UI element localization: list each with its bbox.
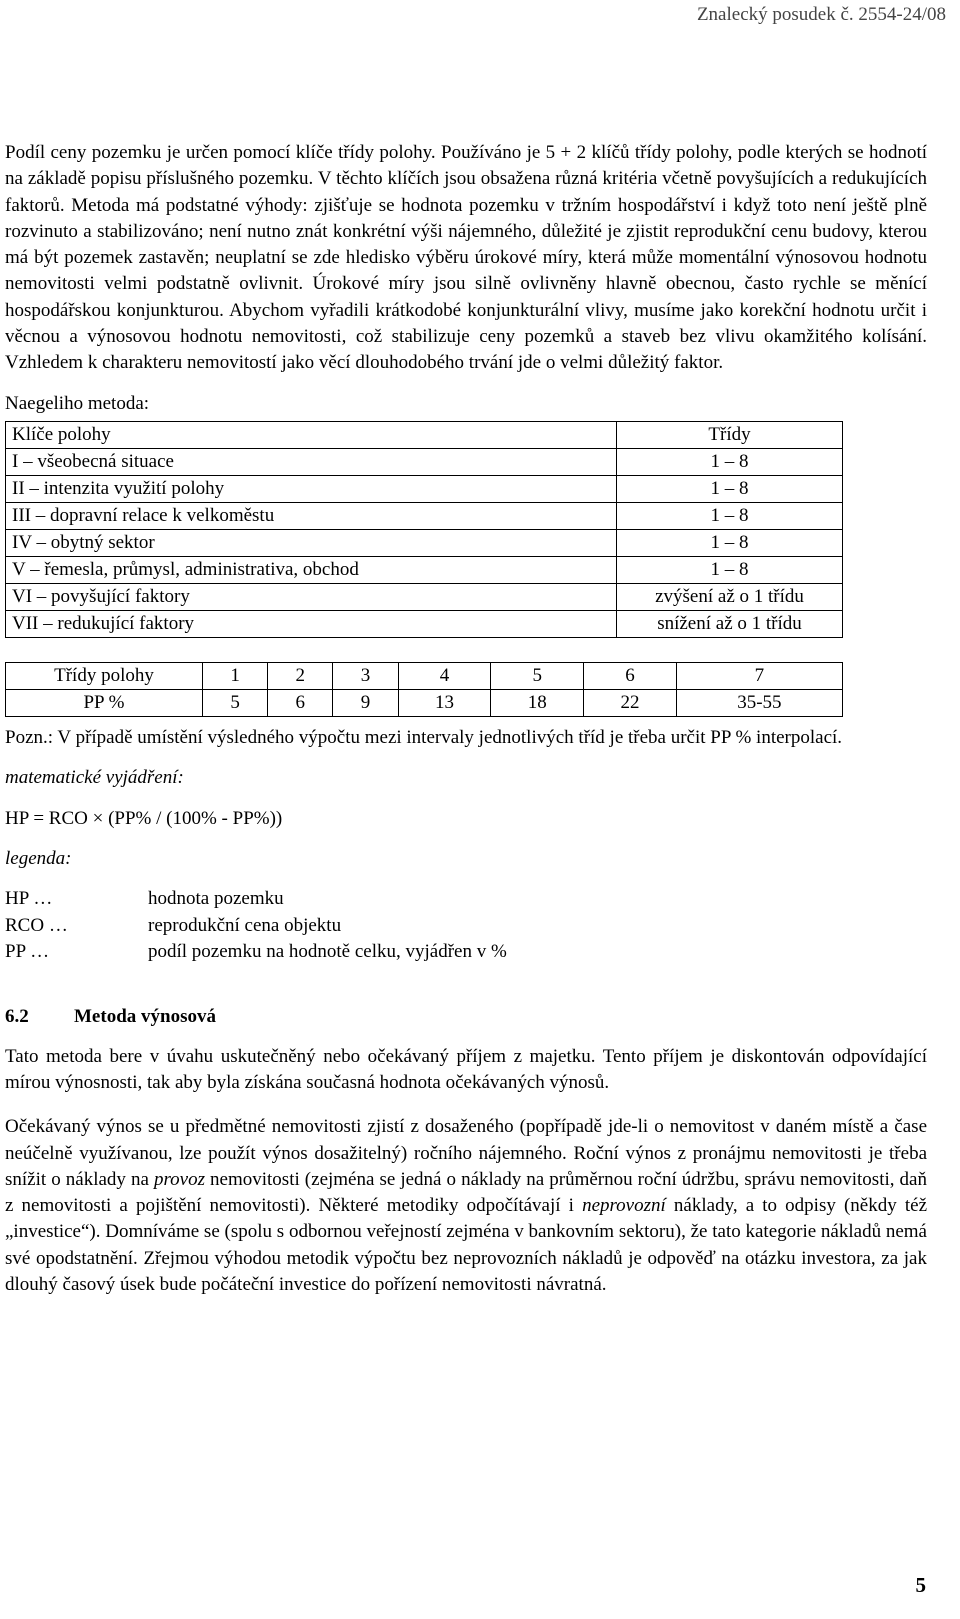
table-cell: 1 – 8 (617, 529, 843, 556)
table-cell: 5 (491, 662, 584, 689)
paragraph-expected-income: Očekávaný výnos se u předmětné nemovitosti zjistí z dosaženého (popřípadě jde-li o nemovitost v daném místě a čase neúčelně využívanou, lze použít výnos dosažitelný) ročního nájemného. Roční výnos z pronájmu nemovitosti je třeba snížit o náklady na provoz nemovitosti (zejména se jedná o náklady na průměrnou roční údržbu, správu nemovitosti, daň z nemovitosti a pojištění nemovitosti). Některé metodiky odpočítávají i neprovozní náklady, a to odpisy (někdy též „investice“). Domníváme se (spolu s odbornou veřejností zejména v bankovním sektoru), že tato kategorie nákladů nemá své opodstatnění. Zřejmou výhodou metodik výpočtu bez neprovozních nákladů je odpověď na otázku investora, za jak dlouhý časový úsek bude počáteční investice do pořízení nemovitosti návratná. (5, 1116, 928, 1296)
table-cell: 1 (203, 662, 268, 689)
section-title: Metoda výnosová (74, 1005, 216, 1027)
page-header: Znalecký posudek č. 2554-24/08 (696, 4, 946, 25)
table-cell: 1 – 8 (617, 502, 843, 529)
location-keys-table (5, 421, 843, 638)
math-expression-label: matematické vyjádření: (5, 767, 184, 789)
table-row (6, 502, 843, 529)
table-cell: 9 (333, 689, 398, 716)
table-row (6, 583, 843, 610)
table-cell: 1 – 8 (617, 448, 843, 475)
table-row (6, 448, 843, 475)
table-cell: III – dopravní relace k velkoměstu (6, 502, 617, 529)
table-header-cell: Třídy (617, 421, 843, 448)
table-cell: 5 (203, 689, 268, 716)
table-row (6, 529, 843, 556)
table-cell: V – řemesla, průmysl, administrativa, obchod (6, 556, 617, 583)
table-row (6, 689, 843, 716)
table-cell: II – intenzita využití polohy (6, 475, 617, 502)
table-row (6, 475, 843, 502)
table-cell: 6 (584, 662, 677, 689)
interpolation-note: Pozn.: V případě umístění výsledného výpočtu mezi intervaly jednotlivých tříd je třeba určit PP % interpolací. (5, 726, 843, 748)
table-cell: VII – redukující faktory (6, 610, 617, 637)
table-cell: zvýšení až o 1 třídu (617, 583, 843, 610)
table-row-label: PP % (6, 689, 203, 716)
paragraph-income-method: Tato metoda bere v úvahu uskutečněný nebo očekávaný příjem z majetku. Tento příjem je diskontován odpovídající mírou výnosnosti, tak aby byla získána současná hodnota očekávaných výnosů. (5, 1045, 927, 1093)
table-row-label: Třídy polohy (6, 662, 203, 689)
table-cell: 22 (584, 689, 677, 716)
section-number: 6.2 (5, 1005, 29, 1027)
section-heading (5, 1004, 927, 1030)
table-cell: 7 (676, 662, 842, 689)
document-body (5, 140, 927, 1298)
table-cell: 1 – 8 (617, 475, 843, 502)
table-cell: snížení až o 1 třídu (617, 610, 843, 637)
naegeli-method-label: Naegeliho metoda: (5, 392, 150, 414)
table-row (6, 556, 843, 583)
table-cell: IV – obytný sektor (6, 529, 617, 556)
table-cell: 18 (491, 689, 584, 716)
paragraph-land-share: Podíl ceny pozemku je určen pomocí klíče třídy polohy. Používáno je 5 + 2 klíčů třídy polohy, podle kterých se hodnotí na základě popisu příslušného pozemku. V těchto klíčích jsou obsažena různá kritéria včetně povyšujících a redukujících faktorů. Metoda má podstatné výhody: zjišťuje se hodnota pozemku v tržním hospodářství i když toto není ještě plně rozvinuto a stabilizováno; není nutno znát konkrétní výši nájemného, důležité je zjistit reprodukční cenu budovy, kterou má být pozemek zastavěn; neuplatní se zde hledisko výběru úrokové míry, která může momentální výnosovou hodnotu nemovitosti velmi podstatně ovlivnit. Úrokové míry jsou silně ovlivněny hlavně obecnou, často rychle se měnící hospodářskou konjunkturou. Abychom vyřadili krátkodobé konjunkturální vlivy, musíme jako korekční hodnotu určit i věcnou a výnosovou hodnotu nemovitosti, což stabilizuje ceny pozemků a staveb bez vlivu okamžitého kolísání. Vzhledem k charakteru nemovitostí jako věcí dlouhodobého trvání jde o velmi důležitý faktor. (5, 142, 927, 374)
legend-abbreviation: HP … (5, 888, 53, 910)
formula: HP = RCO × (PP% / (100% - PP%)) (5, 807, 283, 829)
table-cell: 35-55 (676, 689, 842, 716)
table-cell: 3 (333, 662, 398, 689)
legend-description: podíl pozemku na hodnotě celku, vyjádřen v % (148, 941, 507, 963)
legend-description: reprodukční cena objektu (148, 914, 342, 936)
legend-abbreviation: RCO … (5, 914, 68, 936)
table-cell: 13 (398, 689, 491, 716)
table-header-cell: Klíče polohy (6, 421, 617, 448)
table-cell: VI – povyšující faktory (6, 583, 617, 610)
page-number: 5 (915, 1573, 926, 1597)
table-header-row (6, 421, 843, 448)
legend-description: hodnota pozemku (148, 888, 284, 910)
table-cell: 4 (398, 662, 491, 689)
table-cell: 1 – 8 (617, 556, 843, 583)
location-class-table (5, 662, 843, 717)
legend-label: legenda: (5, 847, 72, 869)
table-cell: 6 (268, 689, 333, 716)
table-row (6, 662, 843, 689)
table-row (6, 610, 843, 637)
table-cell: I – všeobecná situace (6, 448, 617, 475)
legend-list (5, 886, 927, 966)
table-cell: 2 (268, 662, 333, 689)
legend-abbreviation: PP … (5, 941, 50, 963)
